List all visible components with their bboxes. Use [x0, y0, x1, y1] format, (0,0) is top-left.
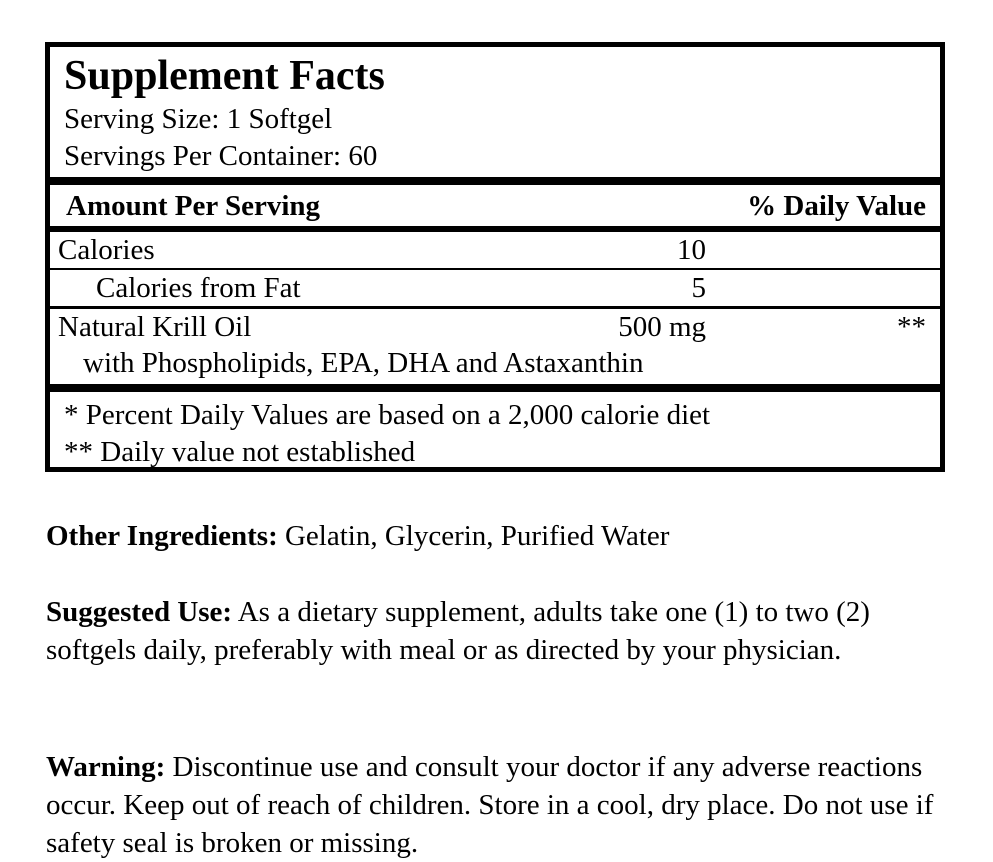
table-row-krill-oil	[50, 309, 940, 384]
warning-label: Warning:	[46, 751, 166, 783]
table-row-calories	[50, 232, 940, 270]
row-name: Calories from Fat	[96, 272, 301, 304]
divider-thick-top	[50, 177, 940, 185]
serving-size: Serving Size: 1 Softgel	[64, 103, 333, 135]
divider-thick-bottom	[50, 384, 940, 392]
footnote-not-established: ** Daily value not established	[64, 436, 416, 468]
suggested-use-label: Suggested Use:	[46, 596, 233, 628]
supplement-facts-panel	[45, 42, 945, 472]
krill-oil-sub-line: with Phospholipids, EPA, DHA and Astaxanthin	[83, 347, 644, 379]
row-amount: 5	[691, 272, 706, 304]
footnotes	[50, 392, 940, 475]
row-amount: 10	[677, 234, 706, 266]
row-name: Natural Krill Oil	[58, 311, 252, 343]
row-daily-value: **	[897, 311, 926, 343]
suggested-use-paragraph	[46, 593, 947, 669]
daily-value-header: % Daily Value	[747, 190, 926, 222]
amount-per-serving-header: Amount Per Serving	[66, 190, 321, 222]
facts-header	[50, 47, 940, 177]
row-name: Calories	[58, 234, 155, 266]
krill-oil-main-line	[50, 309, 940, 345]
warning-text: Discontinue use and consult your doctor if any adverse reactions occur. Keep out of reach of children. Store in a cool, dry place. Do not use if safety seal is broken or missing.	[46, 751, 934, 859]
suggested-use-text: As a dietary supplement, adults take one (1) to two (2) softgels daily, preferably with meal or as directed by your physician.	[46, 596, 870, 666]
column-header-row	[50, 185, 940, 226]
servings-per-container: Servings Per Container: 60	[64, 140, 378, 172]
other-ingredients-text: Gelatin, Glycerin, Purified Water	[277, 520, 670, 552]
footnote-daily-values: * Percent Daily Values are based on a 2,000 calorie diet	[64, 399, 711, 431]
other-ingredients-paragraph	[46, 517, 947, 555]
warning-paragraph	[46, 748, 947, 862]
row-amount: 500 mg	[618, 311, 706, 343]
facts-title: Supplement Facts	[64, 53, 385, 99]
other-ingredients-label: Other Ingredients:	[46, 520, 278, 552]
table-row-calories-from-fat	[50, 270, 940, 309]
